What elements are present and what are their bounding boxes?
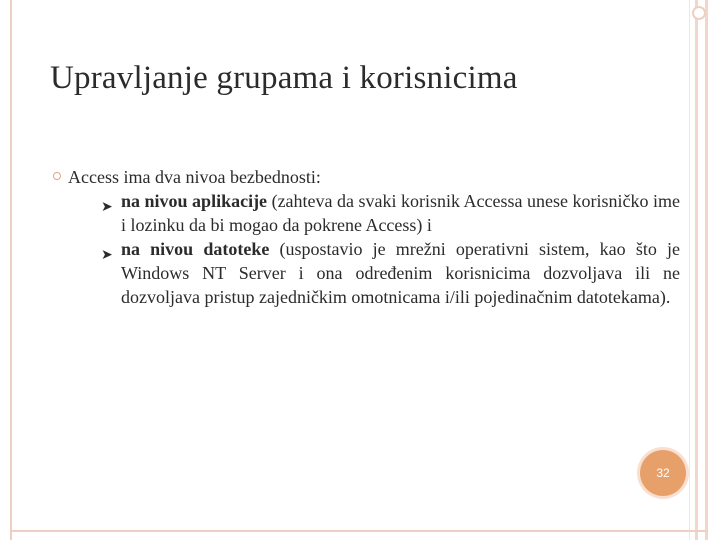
bullet-text: Access ima dva nivoa bezbednosti: bbox=[68, 167, 321, 187]
arrow-bullet-icon: ➤ bbox=[101, 199, 113, 215]
sub-item-file-level bbox=[101, 237, 680, 309]
slide-title: Upravljanje grupama i korisnicima bbox=[50, 60, 518, 96]
slide-content bbox=[68, 165, 680, 309]
slide-frame-bottom bbox=[10, 530, 708, 532]
sub-item-bold: na nivou aplikacije bbox=[121, 191, 268, 211]
slide-frame-right-outer bbox=[705, 0, 708, 540]
circle-bullet-icon bbox=[53, 172, 61, 180]
slide-frame-right-thin bbox=[689, 0, 690, 540]
sub-item-text: (uspostavio je mrežni operativni sistem, kao što je Windows NT Server i ona određenim korisnicima dozvoljava ili ne dozvoljava pristup zajedničkim omotnicama i/ili pojedinačnim datotekama). bbox=[121, 239, 680, 307]
slide-frame-right-inner bbox=[695, 0, 698, 540]
sub-item-text: (zahteva da svaki korisnik Accessa unese korisničko ime i lozinku da bi mogao da pokrene Access) i bbox=[121, 191, 681, 235]
bullet-item bbox=[68, 165, 680, 189]
sub-item-application-level bbox=[101, 189, 681, 237]
frame-ring-icon bbox=[692, 6, 706, 20]
arrow-bullet-icon: ➤ bbox=[101, 247, 113, 263]
page-number-badge: 32 bbox=[640, 450, 686, 496]
sub-item-bold: na nivou datoteke bbox=[121, 239, 270, 259]
slide-frame-left bbox=[10, 0, 12, 540]
